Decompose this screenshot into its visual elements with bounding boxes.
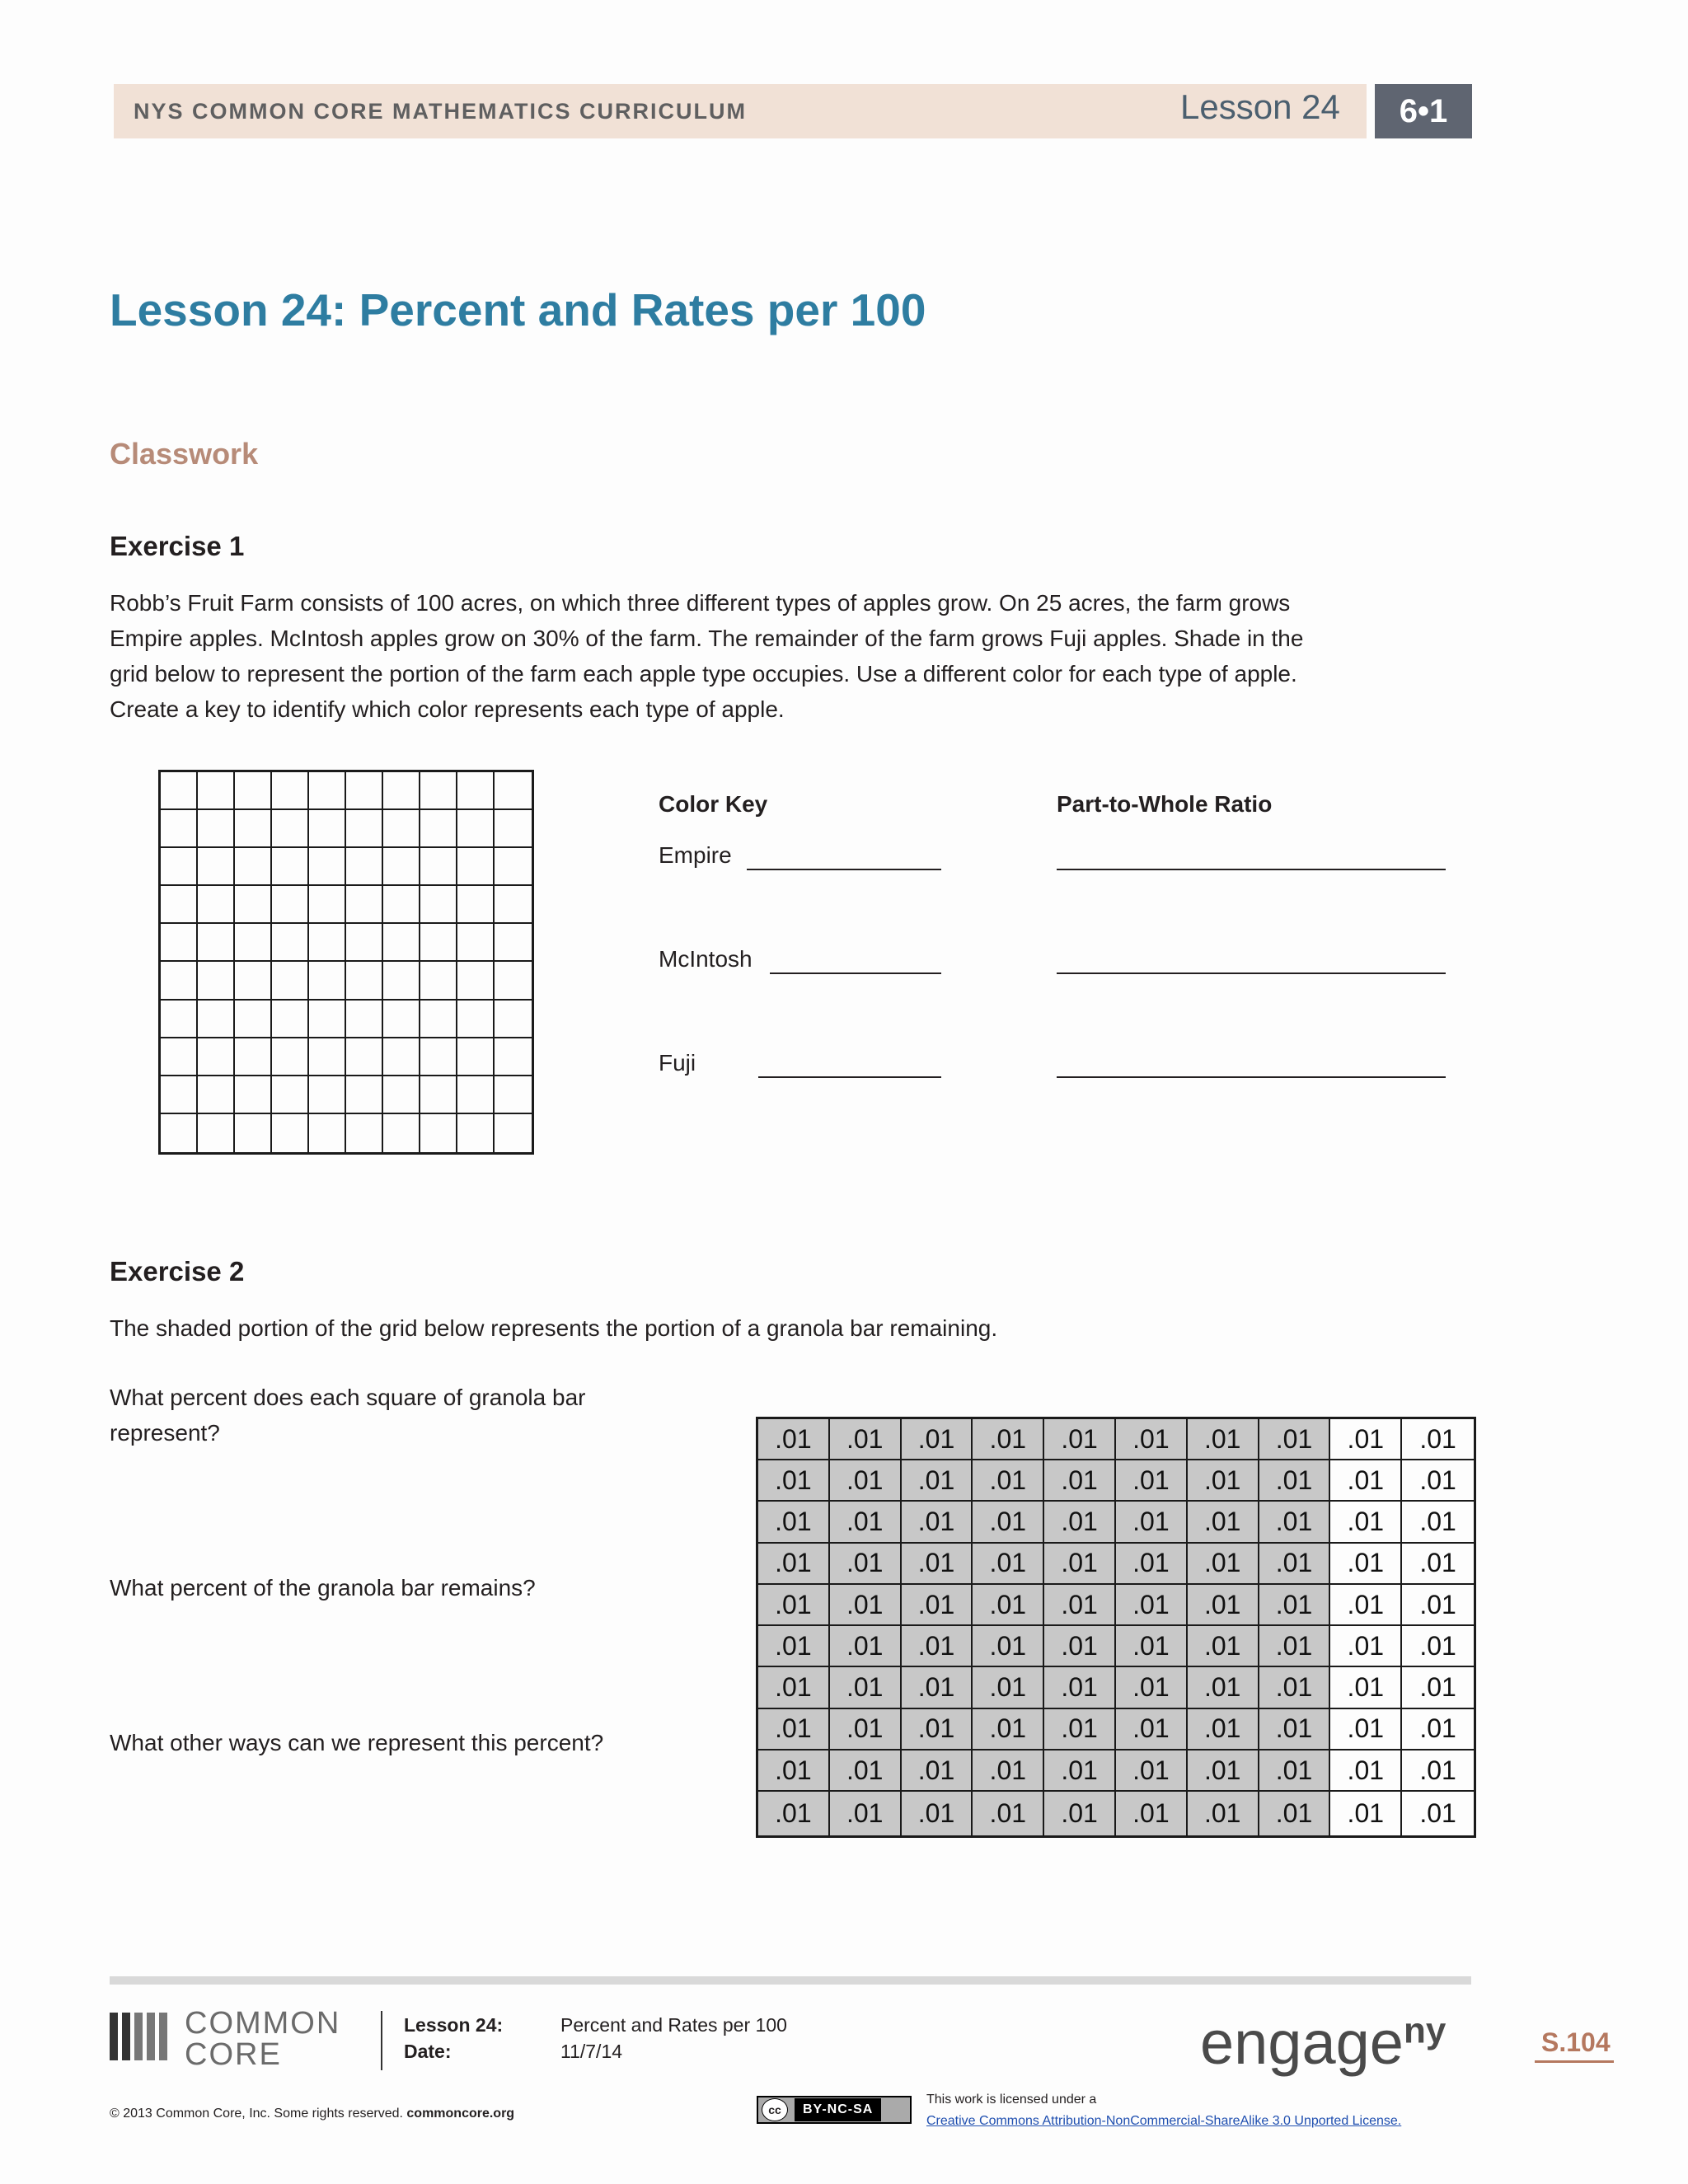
exercise1-line: Create a key to identify which color represents each type of apple. [110, 696, 785, 722]
granola-cell-shaded: .01 [1259, 1544, 1331, 1585]
farm-grid-cell[interactable] [235, 1114, 272, 1152]
farm-grid-cell[interactable] [198, 962, 235, 1000]
footer-date-label: Date: [404, 2041, 452, 2062]
farm-grid-cell[interactable] [383, 1001, 420, 1038]
farm-grid-cell[interactable] [161, 886, 198, 924]
granola-cell-shaded: .01 [758, 1419, 830, 1460]
footer-lesson-value: Percent and Rates per 100 [560, 2014, 787, 2036]
farm-grid-cell[interactable] [309, 810, 346, 848]
footer-date-value: 11/7/14 [560, 2041, 623, 2062]
farm-grid-cell[interactable] [495, 1038, 532, 1076]
granola-cell-shaded: .01 [973, 1626, 1044, 1667]
farm-grid-cell[interactable] [272, 886, 309, 924]
granola-cell-shaded: .01 [1116, 1792, 1188, 1835]
farm-grid-cell[interactable] [198, 848, 235, 886]
footer-rule [110, 1976, 1471, 1985]
farm-grid-cell[interactable] [383, 848, 420, 886]
granola-cell-shaded: .01 [1259, 1750, 1331, 1792]
granola-cell: .01 [1330, 1667, 1402, 1708]
farm-grid-cell[interactable] [198, 1001, 235, 1038]
farm-grid-cell[interactable] [420, 848, 457, 886]
granola-cell-shaded: .01 [1188, 1544, 1259, 1585]
granola-cell-shaded: .01 [1044, 1460, 1116, 1502]
exercise1-line: grid below to represent the portion of the farm each apple type occupies. Use a different color for each type of apple. [110, 661, 1297, 687]
granola-cell-shaded: .01 [973, 1792, 1044, 1835]
farm-grid-cell[interactable] [457, 848, 495, 886]
cc-license-badge[interactable] [757, 2096, 912, 2124]
farm-grid-cell[interactable] [420, 772, 457, 810]
granola-cell: .01 [1419, 1798, 1456, 1829]
granola-cell-shaded: .01 [830, 1792, 902, 1835]
granola-cell: .01 [1402, 1502, 1474, 1543]
farm-grid-cell[interactable] [495, 962, 532, 1000]
farm-grid-cell[interactable] [198, 1076, 235, 1114]
farm-grid-cell[interactable] [346, 772, 383, 810]
granola-cell-shaded: .01 [1116, 1667, 1188, 1708]
farm-grid-cell[interactable] [383, 1038, 420, 1076]
page-number-underline [1535, 2060, 1614, 2063]
farm-grid-cell[interactable] [457, 962, 495, 1000]
engage-text: engage [1200, 2008, 1404, 2077]
granola-cell-shaded: .01 [830, 1626, 902, 1667]
farm-grid-cell[interactable] [198, 1114, 235, 1152]
farm-grid-cell[interactable] [198, 1038, 235, 1076]
farm-grid-cell[interactable] [235, 848, 272, 886]
granola-cell-shaded: .01 [1188, 1502, 1259, 1543]
granola-cell: .01 [1402, 1667, 1474, 1708]
farm-grid-cell[interactable] [346, 810, 383, 848]
exercise2-intro: The shaded portion of the grid below represents the portion of a granola bar remaining. [110, 1315, 998, 1341]
farm-grid-cell[interactable] [272, 810, 309, 848]
farm-grid-cell[interactable] [420, 924, 457, 962]
farm-grid-cell[interactable] [346, 886, 383, 924]
granola-cell-shaded: .01 [973, 1419, 1044, 1460]
granola-cell-shaded: .01 [1044, 1667, 1116, 1708]
granola-cell-shaded: .01 [902, 1792, 973, 1835]
footer-divider [381, 2011, 382, 2070]
farm-grid-cell[interactable] [495, 1001, 532, 1038]
granola-cell-shaded: .01 [758, 1667, 830, 1708]
granola-cell: .01 [1402, 1750, 1474, 1792]
granola-cell-shaded: .01 [1116, 1626, 1188, 1667]
farm-grid-cell[interactable] [495, 924, 532, 962]
farm-grid-cell[interactable] [161, 772, 198, 810]
granola-cell-shaded: .01 [1188, 1709, 1259, 1750]
granola-cell-shaded: .01 [1044, 1750, 1116, 1792]
granola-cell-shaded: .01 [1116, 1544, 1188, 1585]
mcintosh-color-blank[interactable] [770, 972, 941, 974]
farm-grid-cell[interactable] [457, 810, 495, 848]
key-label-empire: Empire [659, 842, 732, 868]
granola-cell-shaded: .01 [973, 1544, 1044, 1585]
key-label-mcintosh: McIntosh [659, 946, 753, 972]
farm-grid-cell[interactable] [383, 772, 420, 810]
granola-cell: .01 [1402, 1585, 1474, 1626]
mcintosh-ratio-blank[interactable] [1057, 972, 1446, 974]
farm-grid-cell[interactable] [383, 962, 420, 1000]
granola-cell-shaded: .01 [830, 1460, 902, 1502]
module-badge: 6•1 [1375, 84, 1472, 138]
farm-grid-cell[interactable] [309, 1001, 346, 1038]
granola-cell-shaded: .01 [830, 1667, 902, 1708]
farm-grid-cell[interactable] [495, 848, 532, 886]
farm-grid-cell[interactable] [161, 962, 198, 1000]
granola-cell-shaded: .01 [1044, 1502, 1116, 1543]
granola-cell-shaded: .01 [1188, 1419, 1259, 1460]
granola-cell-shaded: .01 [1188, 1792, 1259, 1835]
common-core-logo-text [185, 2008, 340, 2070]
granola-cell-shaded: .01 [902, 1502, 973, 1543]
granola-cell-shaded: .01 [1044, 1792, 1116, 1835]
granola-cell: .01 [1330, 1460, 1402, 1502]
granola-cell-shaded: .01 [973, 1709, 1044, 1750]
farm-grid-cell[interactable] [420, 1038, 457, 1076]
cc-icon: cc [762, 2098, 788, 2121]
farm-grid-cell[interactable] [272, 1038, 309, 1076]
farm-grid-cell[interactable] [420, 1001, 457, 1038]
granola-cell-shaded: .01 [758, 1460, 830, 1502]
farm-grid-cell[interactable] [457, 886, 495, 924]
farm-grid-cell[interactable] [161, 1001, 198, 1038]
granola-cell-shaded: .01 [1259, 1626, 1331, 1667]
farm-grid-cell[interactable] [457, 924, 495, 962]
farm-grid-cell[interactable] [420, 1076, 457, 1114]
granola-cell: .01 [1402, 1460, 1474, 1502]
exercise1-heading: Exercise 1 [110, 531, 245, 561]
farm-grid-cell[interactable] [235, 810, 272, 848]
farm-grid-cell[interactable] [457, 1076, 495, 1114]
farm-grid-cell[interactable] [235, 1076, 272, 1114]
logo-line: CORE [185, 2037, 282, 2072]
copyright-site[interactable]: commoncore.org [406, 2107, 515, 2121]
granola-cell-shaded: .01 [1188, 1460, 1259, 1502]
granola-cell-shaded: .01 [1044, 1419, 1116, 1460]
granola-cell-shaded: .01 [1188, 1626, 1259, 1667]
granola-cell: .01 [1330, 1792, 1402, 1835]
farm-grid-cell[interactable] [272, 848, 309, 886]
copyright [110, 2107, 514, 2121]
question-2: What percent of the granola bar remains? [110, 1575, 536, 1601]
granola-cell-shaded: .01 [902, 1585, 973, 1626]
license-link[interactable]: Creative Commons Attribution-NonCommercial-ShareAlike 3.0 Unported License. [926, 2114, 1402, 2128]
granola-cell-shaded: .01 [973, 1750, 1044, 1792]
empire-color-blank[interactable] [747, 869, 941, 870]
footer-lesson-label: Lesson 24: [404, 2014, 504, 2036]
granola-cell-shaded: .01 [973, 1667, 1044, 1708]
farm-grid-cell[interactable] [346, 848, 383, 886]
granola-cell-shaded: .01 [902, 1544, 973, 1585]
granola-cell-shaded: .01 [1188, 1585, 1259, 1626]
farm-grid-cell[interactable] [457, 772, 495, 810]
farm-grid-cell[interactable] [420, 886, 457, 924]
granola-cell-shaded: .01 [902, 1419, 973, 1460]
farm-grid-cell[interactable] [495, 1114, 532, 1152]
granola-cell-shaded: .01 [1044, 1585, 1116, 1626]
granola-cell-shaded: .01 [1116, 1460, 1188, 1502]
farm-grid-cell[interactable] [495, 810, 532, 848]
granola-cell: .01 [1402, 1709, 1474, 1750]
farm-grid-cell[interactable] [198, 886, 235, 924]
empire-ratio-blank[interactable] [1057, 869, 1446, 870]
farm-grid-cell[interactable] [309, 962, 346, 1000]
farm-grid-cell[interactable] [495, 886, 532, 924]
granola-cell-shaded: .01 [902, 1667, 973, 1708]
granola-cell-shaded: .01 [1116, 1585, 1188, 1626]
question-3: What other ways can we represent this percent? [110, 1730, 604, 1755]
farm-grid-cell[interactable] [161, 810, 198, 848]
granola-cell: .01 [1330, 1626, 1402, 1667]
granola-cell-shaded: .01 [902, 1460, 973, 1502]
curriculum-title: NYS COMMON CORE MATHEMATICS CURRICULUM [134, 99, 747, 124]
farm-grid-cell[interactable] [346, 1114, 383, 1152]
farm-grid-cell[interactable] [161, 924, 198, 962]
ratio-heading: Part-to-Whole Ratio [1057, 791, 1273, 817]
farm-grid-cell[interactable] [272, 1114, 309, 1152]
farm-grid-cell[interactable] [161, 1114, 198, 1152]
license-text: This work is licensed under a [926, 2093, 1097, 2107]
granola-cell-shaded: .01 [830, 1502, 902, 1543]
granola-cell-shaded: .01 [758, 1709, 830, 1750]
farm-grid-cell[interactable] [383, 886, 420, 924]
farm-grid-cell[interactable] [346, 924, 383, 962]
granola-cell-shaded: .01 [1259, 1502, 1331, 1543]
granola-cell-shaded: .01 [1259, 1419, 1331, 1460]
granola-cell-shaded: .01 [1044, 1709, 1116, 1750]
farm-grid-cell[interactable] [198, 772, 235, 810]
apple-farm-grid[interactable] [158, 770, 534, 1155]
exercise2-heading: Exercise 2 [110, 1256, 245, 1286]
farm-grid-cell[interactable] [272, 924, 309, 962]
farm-grid-cell[interactable] [383, 810, 420, 848]
granola-cell-shaded: .01 [973, 1502, 1044, 1543]
farm-grid-cell[interactable] [346, 1001, 383, 1038]
common-core-logo-icon [110, 2013, 171, 2060]
granola-cell-shaded: .01 [830, 1750, 902, 1792]
granola-cell-shaded: .01 [1116, 1502, 1188, 1543]
granola-cell: .01 [1330, 1419, 1402, 1460]
granola-cell: .01 [1330, 1502, 1402, 1543]
farm-grid-cell[interactable] [346, 1038, 383, 1076]
granola-cell-shaded: .01 [758, 1626, 830, 1667]
farm-grid-cell[interactable] [420, 810, 457, 848]
fuji-ratio-blank[interactable] [1057, 1076, 1446, 1078]
farm-grid-cell[interactable] [235, 886, 272, 924]
granola-cell-shaded: .01 [973, 1585, 1044, 1626]
question-1-line: What percent does each square of granola bar [110, 1385, 586, 1410]
farm-grid-cell[interactable] [457, 1038, 495, 1076]
granola-cell-shaded: .01 [1116, 1750, 1188, 1792]
farm-grid-cell[interactable] [235, 962, 272, 1000]
farm-grid-cell[interactable] [495, 772, 532, 810]
farm-grid-cell[interactable] [198, 924, 235, 962]
granola-cell-shaded: .01 [1044, 1626, 1116, 1667]
farm-grid-cell[interactable] [235, 924, 272, 962]
fuji-color-blank[interactable] [758, 1076, 941, 1078]
granola-cell-shaded: .01 [758, 1750, 830, 1792]
granola-cell: .01 [1402, 1626, 1474, 1667]
granola-cell-shaded: .01 [1116, 1419, 1188, 1460]
farm-grid-cell[interactable] [383, 1114, 420, 1152]
granola-cell-shaded: .01 [902, 1709, 973, 1750]
engageny-logo [1200, 2008, 1446, 2078]
granola-cell-shaded: .01 [1188, 1667, 1259, 1708]
granola-cell-shaded: .01 [973, 1460, 1044, 1502]
farm-grid-cell[interactable] [272, 962, 309, 1000]
farm-grid-cell[interactable] [309, 1076, 346, 1114]
color-key-heading: Color Key [659, 791, 768, 817]
farm-grid-cell[interactable] [309, 772, 346, 810]
question-1-line: represent? [110, 1420, 220, 1446]
granola-cell-shaded: .01 [1259, 1585, 1331, 1626]
granola-cell: .01 [1330, 1709, 1402, 1750]
header-lesson: Lesson 24 [1180, 87, 1340, 126]
granola-cell: .01 [1330, 1585, 1402, 1626]
granola-cell-shaded: .01 [758, 1544, 830, 1585]
farm-grid-cell[interactable] [383, 1076, 420, 1114]
granola-cell: .01 [1402, 1544, 1474, 1585]
farm-grid-cell[interactable] [272, 1001, 309, 1038]
granola-cell-shaded: .01 [830, 1544, 902, 1585]
granola-cell-shaded: .01 [1259, 1709, 1331, 1750]
farm-grid-cell[interactable] [198, 810, 235, 848]
cc-badge-text: BY-NC-SA [795, 2098, 881, 2121]
farm-grid-cell[interactable] [495, 1076, 532, 1114]
granola-cell-shaded: .01 [830, 1585, 902, 1626]
farm-grid-cell[interactable] [457, 1114, 495, 1152]
farm-grid-cell[interactable] [346, 1076, 383, 1114]
farm-grid-cell[interactable] [272, 772, 309, 810]
farm-grid-cell[interactable] [161, 1038, 198, 1076]
key-label-fuji: Fuji [659, 1050, 696, 1076]
farm-grid-cell[interactable] [235, 1001, 272, 1038]
farm-grid-cell[interactable] [309, 1114, 346, 1152]
farm-grid-cell[interactable] [383, 924, 420, 962]
copyright-text: © 2013 Common Core, Inc. Some rights reserved. [110, 2107, 403, 2121]
granola-cell-shaded: .01 [830, 1419, 902, 1460]
granola-cell-shaded: .01 [1259, 1667, 1331, 1708]
granola-cell-shaded: .01 [758, 1792, 830, 1835]
granola-cell-shaded: .01 [902, 1750, 973, 1792]
farm-grid-cell[interactable] [309, 1038, 346, 1076]
farm-grid-cell[interactable] [420, 962, 457, 1000]
granola-cell-shaded: .01 [830, 1709, 902, 1750]
farm-grid-cell[interactable] [309, 924, 346, 962]
granola-cell-shaded: .01 [902, 1626, 973, 1667]
farm-grid-cell[interactable] [235, 772, 272, 810]
granola-cell-shaded: .01 [758, 1502, 830, 1543]
farm-grid-cell[interactable] [161, 1076, 198, 1114]
granola-cell: .01 [1330, 1750, 1402, 1792]
granola-cell: .01 [1330, 1544, 1402, 1585]
granola-cell-shaded: .01 [1116, 1709, 1188, 1750]
farm-grid-cell[interactable] [457, 1001, 495, 1038]
page-number: S.104 [1541, 2027, 1611, 2057]
granola-cell-shaded: .01 [1044, 1544, 1116, 1585]
engage-sup: ny [1403, 2010, 1447, 2051]
farm-grid-cell[interactable] [309, 886, 346, 924]
granola-cell-shaded: .01 [758, 1585, 830, 1626]
page-title: Lesson 24: Percent and Rates per 100 [110, 284, 926, 335]
granola-cell: .01 [1402, 1419, 1474, 1460]
granola-bar-grid [756, 1417, 1476, 1838]
farm-grid-cell[interactable] [235, 1038, 272, 1076]
question-1 [110, 1380, 585, 1451]
farm-grid-cell[interactable] [272, 1076, 309, 1114]
granola-cell-shaded: .01 [1188, 1750, 1259, 1792]
exercise1-line: Robb’s Fruit Farm consists of 100 acres, on which three different types of apples grow. On 25 acres, the farm grows [110, 590, 1291, 616]
exercise1-line: Empire apples. McIntosh apples grow on 30% of the farm. The remainder of the farm grows Fuji apples. Shade in the [110, 626, 1304, 651]
farm-grid-cell[interactable] [309, 848, 346, 886]
farm-grid-cell[interactable] [420, 1114, 457, 1152]
exercise1-text [110, 585, 1303, 727]
granola-cell-shaded: .01 [1259, 1460, 1331, 1502]
classwork-heading: Classwork [110, 437, 259, 471]
logo-line: COMMON [185, 2006, 341, 2041]
farm-grid-cell[interactable] [346, 962, 383, 1000]
granola-cell-shaded: .01 [1259, 1792, 1331, 1835]
farm-grid-cell[interactable] [161, 848, 198, 886]
